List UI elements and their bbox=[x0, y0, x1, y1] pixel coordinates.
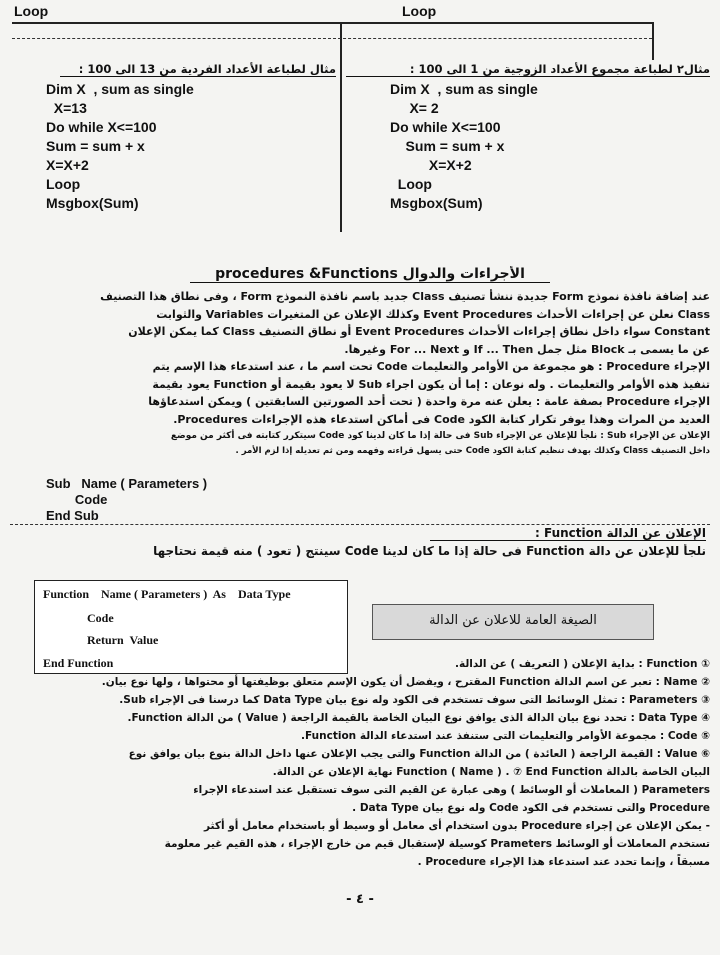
page-number: - ٤ - bbox=[346, 892, 374, 907]
paragraph-line: عن ما يسمى بـ Block مثل جمل If ... Then و For ... Next وغيرها. bbox=[344, 342, 710, 356]
paragraph-line: Class نعلن عن إجراءات الأحداث Event Procedures وكذلك الإعلان عن المتغيرات Variables والثوابت bbox=[156, 307, 710, 321]
list-item: Procedure والتى تستخدم فى الكود Code وله نوع بيان Data Type . bbox=[352, 802, 710, 814]
paragraph-line: الإجراء Procedure : هو مجموعة من الأوامر والتعليمات Code تحت اسم ما ، عند استدعاء هذا الإسم يتم bbox=[152, 360, 710, 373]
box-line-2: Code bbox=[87, 611, 114, 625]
code-line: Msgbox(Sum) bbox=[46, 195, 139, 211]
code-line: Dim X , sum as single bbox=[390, 81, 538, 97]
code-line: X=X+2 bbox=[46, 157, 89, 173]
box-line-1: Function Name ( Parameters ) As Data Type bbox=[43, 587, 291, 601]
code-line: Sum = sum + x bbox=[46, 138, 145, 154]
general-form-label: الصيغة العامة للاعلان عن الدالة bbox=[429, 613, 597, 628]
code-line: Do while X<=100 bbox=[46, 119, 157, 135]
list-item: ⑤ Code : مجموعة الأوامر والتعليمات التى ستنفذ عند استدعاء الدالة Function. bbox=[301, 730, 710, 742]
code-line: Msgbox(Sum) bbox=[390, 195, 483, 211]
list-item: ⑥ Value : القيمة الراجعة ( العائدة ) من الدالة Function والتى يجب الإعلان عنها داخل الدالة بنوع بيان يوافق نوع bbox=[128, 748, 710, 760]
code-line: Code bbox=[46, 492, 108, 507]
example-right-title: مثال٢ لطباعة مجموع الأعداد الزوجية من 1 الى 100 : bbox=[346, 62, 710, 77]
code-line: X=13 bbox=[46, 100, 87, 116]
function-intro: نلجأ للإعلان عن دالة Function فى حالة إذا ما كان لدينا Code سينتج ( تعود ) منه قيمة نحتاجها bbox=[153, 544, 706, 558]
code-line: Sub Name ( Parameters ) bbox=[46, 476, 208, 491]
example-left-title: مثال لطباعة الأعداد الفردية من 13 الى 100 : bbox=[60, 62, 336, 77]
list-item: ④ Data Type : تحدد نوع بيان الدالة الذى يوافق نوع البيان الخاصة بالقيمة الراجعة ( Value ) من الدالة Function. bbox=[127, 712, 710, 724]
paragraph-line: عند إضافة نافذة نموذج Form جديدة ننشأ تصنيف Class جديد باسم نافذة النموذج Form ، وفى نطاق هذا التصنيف bbox=[100, 290, 710, 303]
list-item: ① Function : بداية الإعلان ( التعريف ) عن الدالة. bbox=[454, 658, 710, 670]
paragraph-line: داخل التصنيف Class وكذلك بهدف تنظيم كتابة الكود Code حتى يسهل قراءته وفهمه ومن ثم تعديله إذا لزم الأمر . bbox=[235, 446, 710, 456]
example-left-code bbox=[46, 80, 194, 213]
list-item: تستخدم المعاملات أو الوسائط Prameters كوسيلة لإستقبال قيم من خارج الإجراء ، هذه القيم غير معلومة bbox=[164, 838, 710, 850]
list-item: البيان الخاصة بالدالة Function ( Name ) . ⑦ End Function نهاية الإعلان عن الدالة. bbox=[272, 766, 710, 778]
sub-syntax bbox=[46, 476, 207, 524]
code-line: Do while X<=100 bbox=[390, 119, 501, 135]
paragraph-line: Constant سواء داخل نطاق إجراءات الأحداث Event Procedures أو نطاق التصنيف Class كما يمكن الإعلان bbox=[128, 325, 710, 338]
paragraph-line: الإجراء Procedure بصفة عامة : يعلن عنه مرة واحدة ( تحت أحد الصورتين السابقتين ) ويمكن استدعاؤها bbox=[148, 395, 710, 408]
items-list bbox=[14, 655, 710, 871]
function-heading: الإعلان عن الدالة Function : bbox=[430, 526, 706, 541]
paragraph-line: الإعلان عن الإجراء Sub : نلجأ للإعلان عن الإجراء Sub فى حالة إذا ما كان لدينا كود Code سيتكرر كتابته فى أكثر من موضع bbox=[170, 431, 710, 441]
code-line: X= 2 bbox=[390, 100, 439, 116]
list-item: Parameters ( المعاملات أو الوسائط ) وهى عبارة عن القيم التى سوف تستقبل عند استدعاء الإجراء bbox=[193, 784, 710, 796]
list-item: ② Name : تعبر عن اسم الدالة Function المقترح ، ويفضل أن يكون الإسم متعلق بوظيفتها أو محتواها ، ولها نوع بيان. bbox=[101, 676, 710, 688]
code-line: End Sub bbox=[46, 508, 99, 523]
example-right-code bbox=[390, 80, 538, 213]
code-line: Loop bbox=[46, 176, 81, 192]
code-line: Dim X , sum as single bbox=[46, 81, 194, 97]
code-line: X=X+2 bbox=[390, 157, 472, 173]
code-line: Loop bbox=[390, 176, 432, 192]
list-item: - يمكن الإعلان عن إجراء Procedure بدون استخدام أى معامل أو وسيط أو باستخدام معامل أو أكثر bbox=[204, 820, 710, 832]
paragraph-line: العديد من المرات وهذا يوفر تكرار كتابة الكود Code فى أماكن استدعاء هذه الإجراءات Procedures. bbox=[173, 412, 710, 426]
code-line: Sum = sum + x bbox=[390, 138, 505, 154]
box-line-4: End Function bbox=[43, 656, 114, 670]
loop-right: Loop bbox=[402, 3, 437, 19]
loop-left: Loop bbox=[14, 3, 49, 19]
section-heading: الأجراءات والدوال procedures &Functions bbox=[190, 266, 550, 283]
paragraph-line: تنفيذ هذه الأوامر والتعليمات . وله نوعان : إما أن يكون اجراء Sub لا يعود بقيمة أو Function يعود بقيمة bbox=[152, 377, 710, 391]
list-item: ③ Parameters : تمثل الوسائط التى سوف تستخدم فى الكود وله نوع بيان Data Type كما درسنا فى الإجراء Sub. bbox=[119, 694, 710, 706]
general-form-label-box bbox=[372, 604, 654, 640]
box-line-3: Return Value bbox=[87, 633, 159, 647]
list-item: مسبقاً ، وإنما تحدد عند استدعاء هذا الإجراء Procedure . bbox=[417, 856, 710, 868]
intro-paragraphs bbox=[20, 288, 710, 458]
